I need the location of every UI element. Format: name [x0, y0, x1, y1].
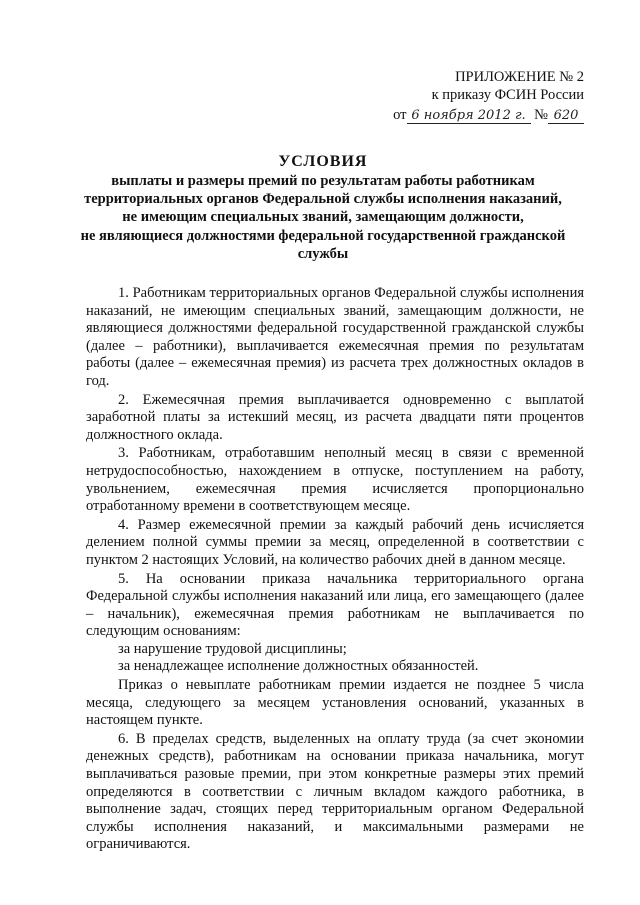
paragraph-6: 6. В пределах средств, выделенных на оплату труда (за счет экономии денежных средств), работникам на основании приказа начальника, могут выплачиваться разовые премии, при этом конкретные размеры этих премий определяются в соответствии с личным вкладом каждого работника, в выполнение задач, стоящих перед территориальным органом Федеральной службы исполнения наказаний, и максимальными размерами не ограничиваются.: [86, 730, 584, 853]
appendix-title: ПРИЛОЖЕНИЕ № 2: [455, 69, 584, 85]
paragraph-1: 1. Работникам территориальных органов Федеральной службы исполнения наказаний, не имеющим специальных званий, замещающим должности, не являющиеся должностями федеральной государственной гражданской службы (далее – работники), выплачивается ежемесячная премия по результатам работы (далее – ежемесячная премия) из расчета трех должностных окладов в год.: [86, 285, 584, 389]
paragraph-5: 5. На основании приказа начальника территориального органа Федеральной службы исполнения наказаний или лица, его замещающего (далее – начальник), ежемесячная премия работникам не выплачивается по следующим основаниям:: [86, 570, 584, 640]
subtitle-line: территориальных органов Федеральной службы исполнения наказаний,: [84, 191, 562, 208]
paragraph-3: 3. Работникам, отработавшим неполный месяц в связи с временной нетрудоспособностью, нахождением в отпуске, поступлением на работу, увольнением, ежемесячная премия исчисляется пропорционально отработанному времени в соответствующем месяце.: [86, 445, 584, 515]
subtitle-line: не имеющим специальных званий, замещающим должности,: [122, 209, 524, 226]
appendix-date-number: [0, 106, 584, 124]
paragraph-5-item-1: за нарушение трудовой дисциплины;: [118, 640, 347, 657]
subtitle-line: выплаты и размеры премий по результатам работы работникам: [111, 173, 535, 189]
document-subtitle: [58, 172, 588, 263]
handwritten-date: 6 ноября 2012 г.: [407, 108, 531, 124]
paragraph-4: 4. Размер ежемесячной премии за каждый рабочий день исчисляется делением полной суммы премии за месяц, определенной в соответствии с пунктом 2 настоящих Условий, на количество рабочих дней в данном месяце.: [86, 516, 584, 568]
paragraph-2: 2. Ежемесячная премия выплачивается одновременно с выплатой заработной платы за истекший месяц, из расчета двадцати пяти процентов должностного оклада.: [86, 391, 584, 443]
subtitle-line: не являющиеся должностями федеральной государственной гражданской: [80, 227, 566, 244]
document-body: [86, 285, 584, 854]
paragraph-5-item-2: за ненадлежащее исполнение должностных обязанностей.: [118, 658, 479, 675]
handwritten-number: 620: [548, 108, 584, 124]
subtitle-line: службы: [297, 245, 349, 262]
appendix-order-ref: к приказу ФСИН России: [431, 87, 584, 103]
paragraph-5-note: Приказ о невыплате работникам премии издается не позднее 5 числа месяца, следующего за месяцем установления оснований, указанных в настоящем пункте.: [86, 677, 584, 729]
date-prefix: от: [393, 107, 407, 123]
number-prefix: №: [534, 107, 548, 123]
document-title: УСЛОВИЯ: [278, 153, 368, 170]
